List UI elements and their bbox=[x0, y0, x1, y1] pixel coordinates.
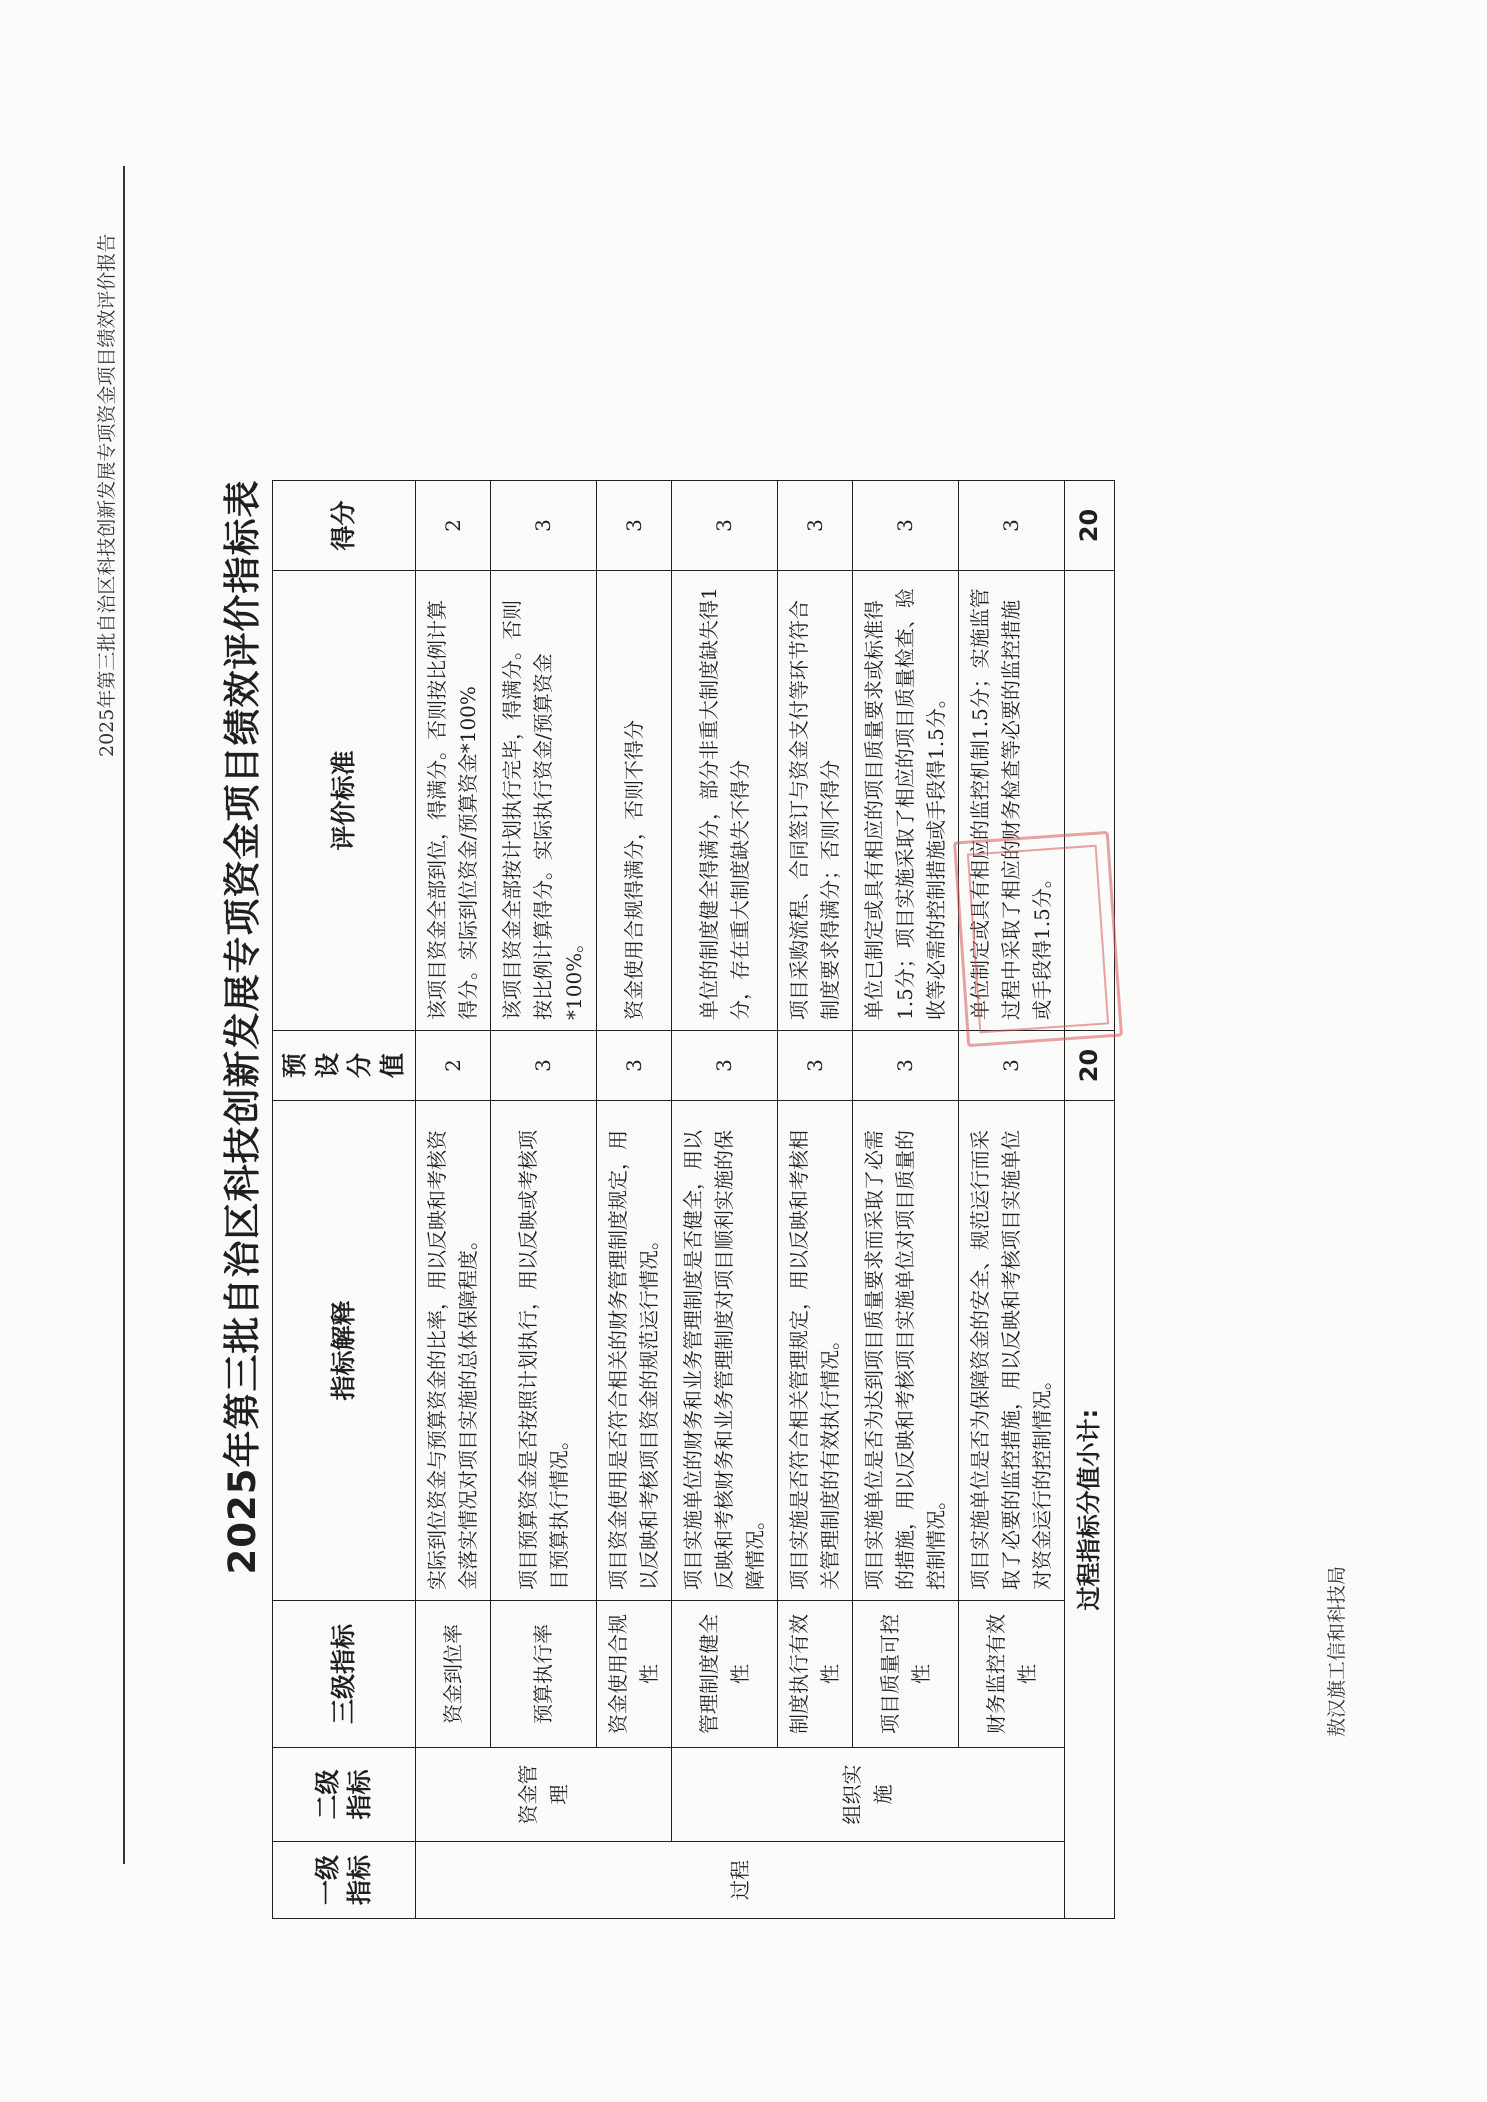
indicator-table bbox=[272, 480, 1115, 1919]
level3-cell: 预算执行率 bbox=[491, 1601, 597, 1748]
col-criteria: 评价标准 bbox=[273, 571, 416, 1031]
score-cell: 3 bbox=[778, 481, 853, 571]
level2-cell: 资金管理 bbox=[416, 1748, 672, 1842]
criteria-cell: 项目采购流程、合同签订与资金支付等环节符合制度要求得满分；否则不得分 bbox=[778, 571, 853, 1031]
col-level3: 三级指标 bbox=[273, 1601, 416, 1748]
explanation-cell: 项目实施是否符合相关管理规定，用以反映和考核相关管理制度的有效执行情况。 bbox=[778, 1101, 853, 1601]
subtotal-score: 20 bbox=[1065, 481, 1115, 571]
col-level2: 二级指标 bbox=[273, 1748, 416, 1842]
preset-cell: 3 bbox=[597, 1031, 672, 1101]
level3-cell: 制度执行有效性 bbox=[778, 1601, 853, 1748]
explanation-cell: 项目资金使用是否符合相关的财务管理制度规定，用以反映和考核项目资金的规范运行情况。 bbox=[597, 1101, 672, 1601]
header-row bbox=[273, 481, 416, 1919]
explanation-cell: 项目实施单位的财务和业务管理制度是否健全，用以反映和考核财务和业务管理制度对项目顺利实施的保障情况。 bbox=[672, 1101, 778, 1601]
col-explanation: 指标解释 bbox=[273, 1101, 416, 1601]
level1-cell: 过程 bbox=[416, 1842, 1065, 1919]
issuer-header: 敖汉旗工信和科技局 bbox=[1326, 1566, 1348, 1738]
explanation-cell: 项目实施单位是否为保障资金的安全、规范运行而采取了必要的监控措施，用以反映和考核项目实施单位对资金运行的控制情况。 bbox=[959, 1101, 1065, 1601]
preset-cell: 3 bbox=[959, 1031, 1065, 1101]
col-level1: 一级指标 bbox=[273, 1842, 416, 1919]
criteria-cell: 该项目资金全部按计划执行完毕，得满分。否则按比例计算得分。实际执行资金/预算资金*100%。 bbox=[491, 571, 597, 1031]
preset-cell: 3 bbox=[672, 1031, 778, 1101]
score-cell: 3 bbox=[597, 481, 672, 571]
score-cell: 3 bbox=[491, 481, 597, 571]
preset-cell: 3 bbox=[491, 1031, 597, 1101]
explanation-cell: 项目实施单位是否为达到项目质量要求而采取了必需的措施，用以反映和考核项目实施单位对项目质量的控制情况。 bbox=[853, 1101, 959, 1601]
official-seal-stamp bbox=[953, 831, 1123, 1047]
col-score: 得分 bbox=[273, 481, 416, 571]
table-row bbox=[491, 481, 597, 1919]
level3-cell: 管理制度健全性 bbox=[672, 1601, 778, 1748]
preset-cell: 3 bbox=[853, 1031, 959, 1101]
explanation-cell: 项目预算资金是否按照计划执行，用以反映或考核项目预算执行情况。 bbox=[491, 1101, 597, 1601]
table-row bbox=[959, 481, 1065, 1919]
col-preset: 预设分值 bbox=[273, 1031, 416, 1101]
report-header: 2025年第三批自治区科技创新发展专项资金项目绩效评价报告 bbox=[96, 233, 118, 757]
subtotal-row bbox=[1065, 481, 1115, 1919]
score-cell: 2 bbox=[416, 481, 491, 571]
header-rule bbox=[123, 166, 125, 1864]
preset-cell: 2 bbox=[416, 1031, 491, 1101]
score-cell: 3 bbox=[853, 481, 959, 571]
subtotal-label: 过程指标分值小计: bbox=[1065, 1101, 1115, 1919]
table-title: 2025年第三批自治区科技创新发展专项资金项目绩效评价指标表 bbox=[221, 479, 264, 1575]
subtotal-preset: 20 bbox=[1065, 1031, 1115, 1101]
level3-cell: 财务监控有效性 bbox=[959, 1601, 1065, 1748]
criteria-cell: 该项目资金全部到位，得满分。否则按比例计算得分。实际到位资金/预算资金*100% bbox=[416, 571, 491, 1031]
table-row bbox=[672, 481, 778, 1919]
table-row bbox=[853, 481, 959, 1919]
score-cell: 3 bbox=[672, 481, 778, 571]
level3-cell: 项目质量可控性 bbox=[853, 1601, 959, 1748]
criteria-cell: 单位的制度健全得满分，部分非重大制度缺失得1分，存在重大制度缺失不得分 bbox=[672, 571, 778, 1031]
criteria-cell: 单位制定或具有相应的监控机制1.5分；实施监管过程中采取了相应的财务检查等必要的监控措施或手段得1.5分。 bbox=[959, 571, 1065, 1031]
preset-cell: 3 bbox=[778, 1031, 853, 1101]
level3-cell: 资金使用合规性 bbox=[597, 1601, 672, 1748]
level3-cell: 资金到位率 bbox=[416, 1601, 491, 1748]
level2-cell: 组织实施 bbox=[672, 1748, 1065, 1842]
criteria-cell: 资金使用合规得满分，否则不得分 bbox=[597, 571, 672, 1031]
criteria-cell: 单位已制定或具有相应的项目质量要求或标准得1.5分；项目实施采取了相应的项目质量检查、验收等必需的控制措施或手段得1.5分。 bbox=[853, 571, 959, 1031]
score-cell: 3 bbox=[959, 481, 1065, 571]
table-row bbox=[597, 481, 672, 1919]
table-row bbox=[778, 481, 853, 1919]
table-row bbox=[416, 481, 491, 1919]
explanation-cell: 实际到位资金与预算资金的比率，用以反映和考核资金落实情况对项目实施的总体保障程度。 bbox=[416, 1101, 491, 1601]
